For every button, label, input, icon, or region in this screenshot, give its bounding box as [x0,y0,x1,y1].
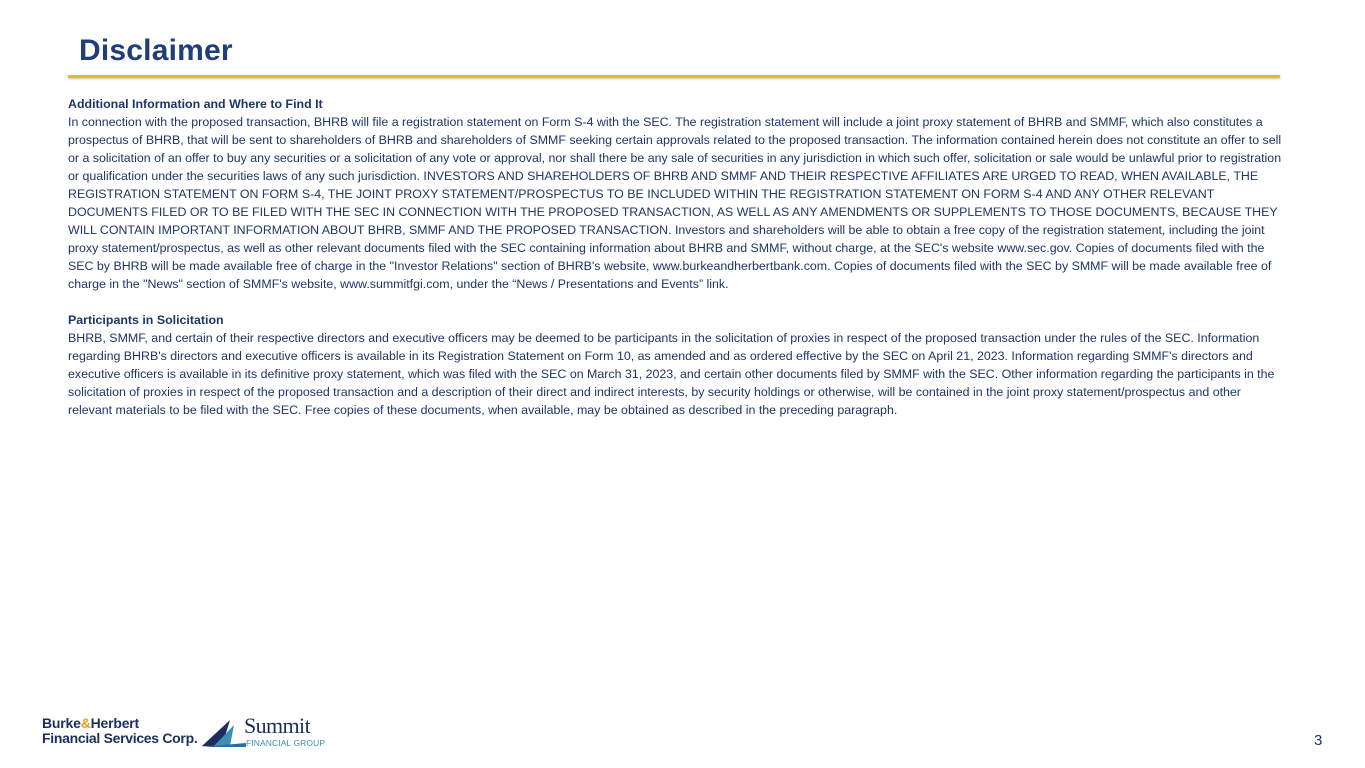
disclaimer-body [68,95,1283,437]
bh-logo-word1: Burke [42,715,81,731]
section-paragraph: BHRB, SMMF, and certain of their respective directors and executive officers may be deemed to be participants in the solicitation of proxies in respect of the proposed transaction under the rules of the SEC. Information regarding BHRB's directors and executive officers is available in its Registration Statement on Form 10, as amended and as ordered effective by the SEC on April 21, 2023. Information regarding SMMF's directors and executive officers is available in its definitive proxy statement, which was filed with the SEC on March 31, 2023, and certain other documents filed by SMMF with the SEC. Other information regarding the participants in the solicitation of proxies in respect of the proposed transaction and a description of their direct and indirect interests, by security holdings or otherwise, will be contained in the joint proxy statement/prospectus and other relevant materials to be filed with the SEC. Free copies of these documents, when available, may be obtained as described in the preceding paragraph. [68,331,1275,417]
section-heading: Participants in Solicitation [68,313,224,327]
section-heading: Additional Information and Where to Find It [68,97,323,111]
summit-logo-subtitle: FINANCIAL GROUP [246,738,326,748]
section-additional-information [68,95,1283,293]
page-title: Disclaimer [79,34,233,67]
bh-logo-word2: Herbert [90,715,140,731]
section-participants [68,311,1283,419]
title-divider [68,75,1280,78]
summit-logo-word: Summit [244,713,311,738]
bh-logo-ampersand: & [80,715,91,731]
mountain-icon [200,716,246,748]
summit-logo [200,714,324,750]
burke-herbert-logo [42,715,198,749]
bh-logo-line2: Financial Services Corp. [42,730,198,746]
page-number: 3 [1314,732,1323,749]
bh-logo-line1 [42,715,139,731]
section-paragraph: In connection with the proposed transaction, BHRB will file a registration statement on Form S-4 with the SEC. The registration statement will include a joint proxy statement of BHRB and SMMF, which also constitutes a prospectus of BHRB, that will be sent to shareholders of BHRB and shareholders of SMMF seeking certain approvals related to the proposed transaction. The information contained herein does not constitute an offer to sell or a solicitation of an offer to buy any securities or a solicitation of any vote or approval, nor shall there be any sale of securities in any jurisdiction in which such offer, solicitation or sale would be unlawful prior to registration or qualification under the securities laws of any such jurisdiction. INVESTORS AND SHAREHOLDERS OF BHRB AND SMMF AND THEIR RESPECTIVE AFFILIATES ARE URGED TO READ, WHEN AVAILABLE, THE REGISTRATION STATEMENT ON FORM S-4, THE JOINT PROXY STATEMENT/PROSPECTUS TO BE INCLUDED WITHIN THE REGISTRATION STATEMENT ON FORM S-4 AND ANY OTHER RELEVANT DOCUMENTS FILED OR TO BE FILED WITH THE SEC IN CONNECTION WITH THE PROPOSED TRANSACTION, AS WELL AS ANY AMENDMENTS OR SUPPLEMENTS TO THOSE DOCUMENTS, BECAUSE THEY WILL CONTAIN IMPORTANT INFORMATION ABOUT BHRB, SMMF AND THE PROPOSED TRANSACTION. Investors and shareholders will be able to obtain a free copy of the registration statement, including the joint proxy statement/prospectus, as well as other relevant documents filed with the SEC containing information about BHRB and SMMF, without charge, at the SEC's website www.sec.gov. Copies of documents filed with the SEC by BHRB will be made available free of charge in the "Investor Relations" section of BHRB's website, www.burkeandherbertbank.com. Copies of documents filed with the SEC by SMMF will be made available free of charge in the "News" section of SMMF's website, www.summitfgi.com, under the “News / Presentations and Events” link. [68,115,1282,291]
